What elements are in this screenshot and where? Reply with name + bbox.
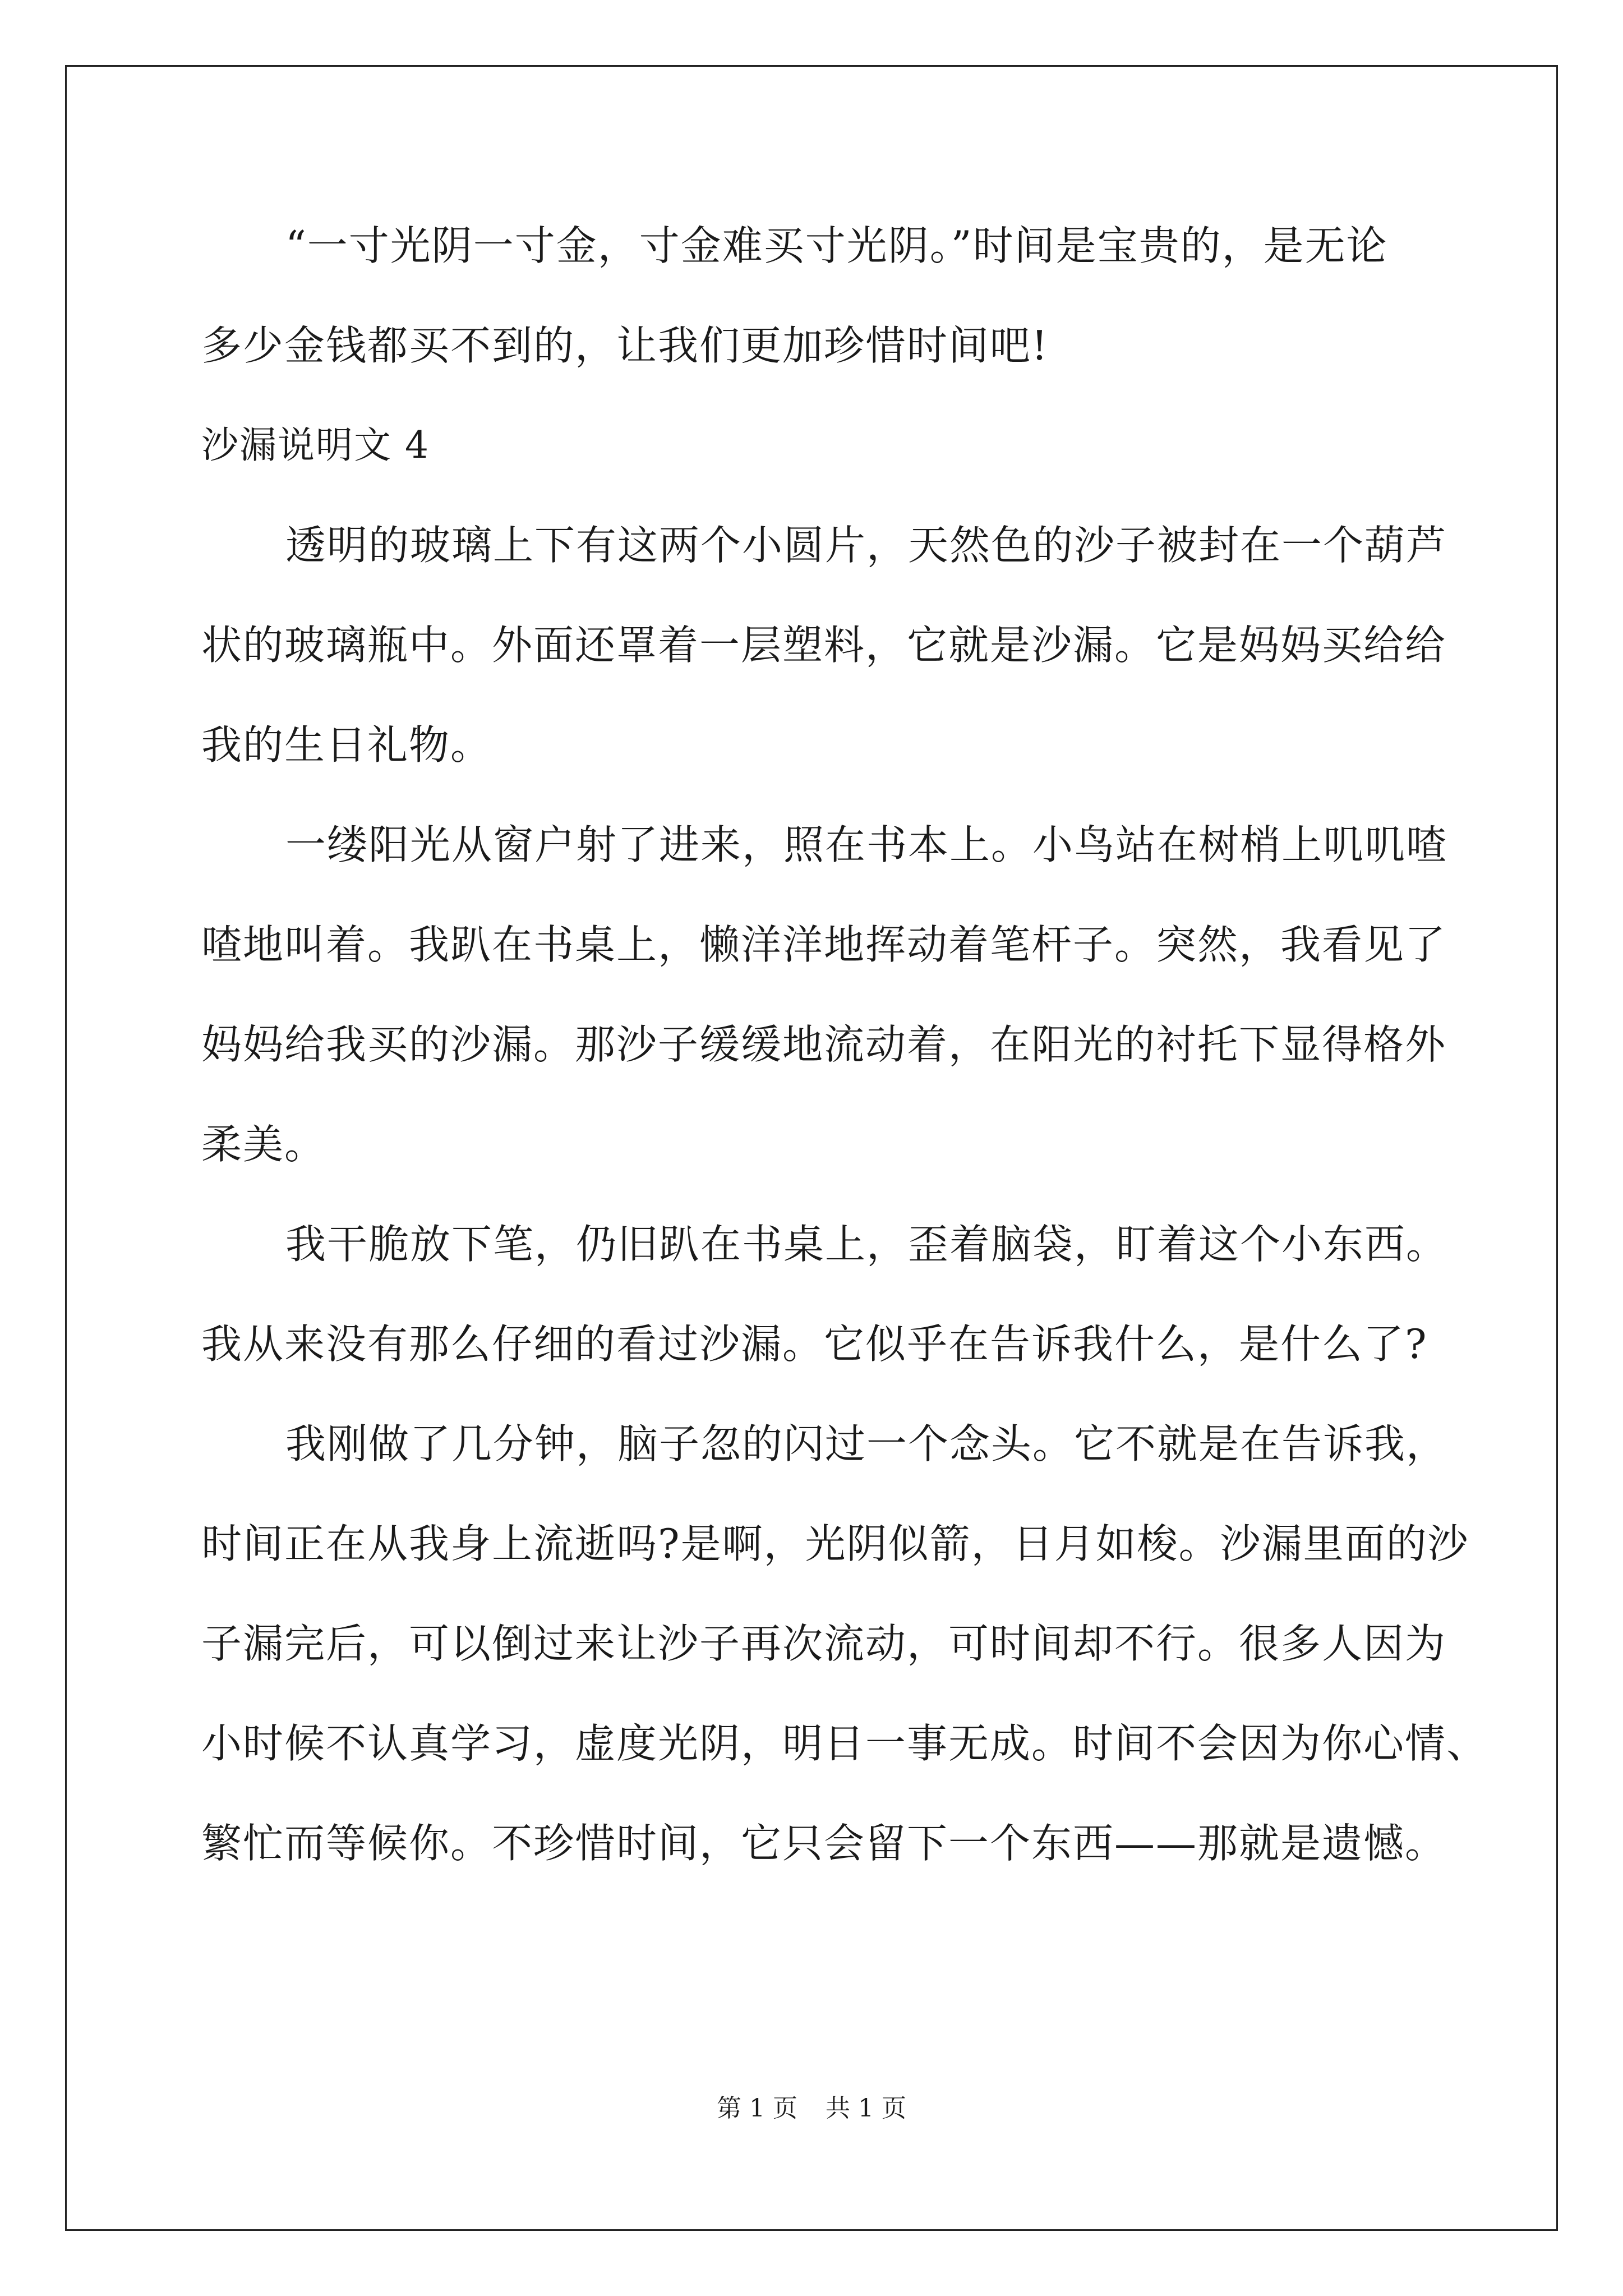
paragraph-line: 我干脆放下笔，仍旧趴在书桌上，歪着脑袋，盯着这个小东西。 (285, 1221, 1448, 1268)
page-number: 第 1 页 (717, 2094, 797, 2123)
paragraph-line: 我的生日礼物。 (201, 721, 492, 769)
paragraph-line: 小时候不认真学习，虚度光阴，明日一事无成。时间不会因为你心情、 (201, 1720, 1488, 1767)
paragraph-line: 时间正在从我身上流逝吗?是啊，光阴似箭，日月如梭。沙漏里面的沙 (201, 1520, 1469, 1567)
paragraph-line: 多少金钱都买不到的，让我们更加珍惜时间吧! (201, 322, 1049, 369)
paragraph-line: 透明的玻璃上下有这两个小圆片，天然色的沙子被封在一个葫芦 (285, 522, 1448, 569)
paragraph-line: 我从来没有那么仔细的看过沙漏。它似乎在告诉我什么，是什么了? (201, 1320, 1428, 1368)
section-heading: 沙漏说明文 4 (201, 424, 430, 467)
paragraph-line: 喳地叫着。我趴在书桌上，懒洋洋地挥动着笔杆子。突然，我看见了 (201, 921, 1447, 968)
paragraph-line: 一缕阳光从窗户射了进来，照在书本上。小鸟站在树梢上叽叽喳 (285, 821, 1448, 868)
paragraph-line: 状的玻璃瓶中。外面还罩着一层塑料，它就是沙漏。它是妈妈买给给 (201, 622, 1447, 669)
paragraph-line: 妈妈给我买的沙漏。那沙子缓缓地流动着，在阳光的衬托下显得格外 (201, 1021, 1447, 1068)
page-footer (0, 2088, 1623, 2124)
paragraph-line: “一寸光阴一寸金，寸金难买寸光阴。”时间是宝贵的，是无论 (285, 222, 1388, 269)
paragraph-line: 子漏完后，可以倒过来让沙子再次流动，可时间却不行。很多人因为 (201, 1620, 1447, 1667)
paragraph-line: 柔美。 (201, 1121, 326, 1168)
document-body (201, 219, 1488, 1916)
paragraph-line: 我刚做了几分钟，脑子忽的闪过一个念头。它不就是在告诉我， (285, 1420, 1448, 1467)
paragraph-line: 繁忙而等候你。不珍惜时间，它只会留下一个东西——那就是遗憾。 (201, 1820, 1447, 1867)
page-count: 共 1 页 (826, 2094, 906, 2123)
